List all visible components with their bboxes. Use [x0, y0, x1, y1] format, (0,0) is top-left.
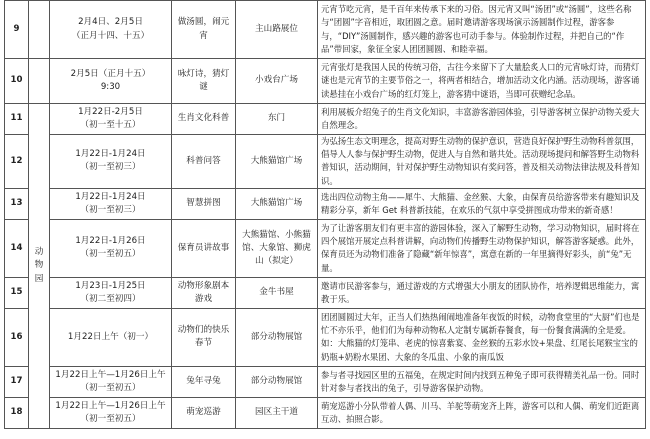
- table-row: [5, 188, 646, 219]
- row-number: 9: [5, 1, 29, 59]
- table-row: [5, 104, 646, 135]
- description-cell: 为了让游客朋友们有更丰富的游园体验，深入了解野生动物，学习动物知识，届时将在四个展馆开展定点科普讲解，向动物们传播野生动物保护知识，解答游客疑惑。此外，保育员还为动物们准备了隐藏“新年惊喜”，寓意在新的一年里摘得好彩头，前“兔”无量。: [318, 219, 646, 277]
- description-cell: 元宵张灯是我国人民的传统习俗，古往今来留下了大量脍炙人口的元宵咏灯诗，而猜灯谜也是元宵节的主要节俗之一，将两者相结合，增加活动文化内涵。活动现场，游客诵读悬挂在小戏台广场的红灯笼上，游客猜中谜语，当即可获赠纪念品。: [318, 59, 646, 104]
- table-row: [5, 219, 646, 277]
- row-number: 15: [5, 277, 29, 308]
- activity-name-cell: 动物们的快乐春节: [172, 308, 236, 366]
- date-cell: 1月22日-1月24日 （初一至初三）: [50, 188, 172, 219]
- date-cell: 1月23日-1月25日 （初二至初四）: [50, 277, 172, 308]
- location-cell: 园区主干道: [236, 397, 318, 428]
- table-row: [5, 308, 646, 366]
- venue-blank-cell: [29, 59, 50, 104]
- activity-name-cell: 科普问答: [172, 135, 236, 189]
- row-number: 13: [5, 188, 29, 219]
- location-cell: 小戏台广场: [236, 59, 318, 104]
- row-number: 11: [5, 104, 29, 135]
- description-cell: 邀请市民游客参与，通过游戏的方式增强大小朋友的团队协作，培养逻辑思维能力，寓教于乐。: [318, 277, 646, 308]
- location-cell: 主山路展位: [236, 1, 318, 59]
- description-cell: 元宵节吃元宵，是千百年来传承下来的习俗。因元宵又叫“汤团”或“汤圆”，这些名称与“团圆”字音相近，取团圆之意。届时邀请游客现场演示汤圆制作过程，游客参与，“DIY”汤圆制作，感兴趣的游客也可动手参与。体验制作过程，并把自己的“作品”带回家，象征全家人团团圆圆、和睦幸福。: [318, 1, 646, 59]
- description-cell: 利用展板介绍兔子的生肖文化知识，丰富游客游园体验，引导游客树立保护动物关爱大自然理念。: [318, 104, 646, 135]
- location-cell: 部分动物展馆: [236, 308, 318, 366]
- date-cell: 1月22日-1月26日 （初一至初五）: [50, 219, 172, 277]
- location-cell: 金牛书屋: [236, 277, 318, 308]
- date-cell: 1月22日上午—1月26日上午 （初一至初五）: [50, 397, 172, 428]
- activity-name-cell: 生肖文化科普: [172, 104, 236, 135]
- row-number: 17: [5, 366, 29, 397]
- table-row: [5, 59, 646, 104]
- activity-name-cell: 动物形象剧本游戏: [172, 277, 236, 308]
- date-cell: 1月22日上午（初一）: [50, 308, 172, 366]
- date-cell: 1月22日-1月24日 （初一至初三）: [50, 135, 172, 189]
- location-cell: 大熊猫馆、小熊猫馆、大象馆、狮虎山（拟定）: [236, 219, 318, 277]
- location-cell: 大熊猫馆广场: [236, 188, 318, 219]
- date-cell: 2月4日、2月5日 （正月十四、十五）: [50, 1, 172, 59]
- description-cell: 为弘扬生态文明理念，提高对野生动物的保护意识，营造良好保护野生动物科普氛围，倡导人人参与保护野生动物，促进人与自然和谐共处。活动现场提问和解答野生动物科普知识，活动期间，针对保护野生动物知识有奖问答，普及相关动物法律法规及科普知识。: [318, 135, 646, 189]
- location-cell: 部分动物展馆: [236, 366, 318, 397]
- venue-label: 动物园: [34, 247, 44, 284]
- schedule-table: [4, 0, 646, 429]
- activity-name-cell: 咏灯诗，猜灯谜: [172, 59, 236, 104]
- description-cell: 萌宠巡游小分队带着人偶、川马、羊驼等萌宠齐上阵，游客可以和人偶、萌宠们近距离互动、拍照合影。: [318, 397, 646, 428]
- activity-name-cell: 做汤圆，闹元宵: [172, 1, 236, 59]
- row-number: 16: [5, 308, 29, 366]
- description-cell: 团团圆圆过大年，正当人们热热闹闹地准备年夜饭的时候，动物食堂里的“大厨”们也是忙不亦乐乎，他们们为每种动物私人定制专属新春餐食，每一份餐食满满的全是爱。如：大熊猫的灯笼串、老虎的惊喜紫宴、金丝猴的五彩水饺+果盘、红尾长尾猴宝宝的奶瓶+奶粉水果团、大象的冬瓜盅、小象的南瓜饭: [318, 308, 646, 366]
- table-row: [5, 277, 646, 308]
- row-number: 12: [5, 135, 29, 189]
- location-cell: 东门: [236, 104, 318, 135]
- venue-cell: [29, 104, 50, 429]
- row-number: 18: [5, 397, 29, 428]
- location-cell: 大熊猫馆广场: [236, 135, 318, 189]
- table-row: [5, 1, 646, 59]
- row-number: 10: [5, 59, 29, 104]
- table-row: [5, 366, 646, 397]
- venue-blank-cell: [29, 1, 50, 59]
- date-cell: 1月22日上午—1月26日上午 （初一至初五）: [50, 366, 172, 397]
- activity-name-cell: 兔年寻兔: [172, 366, 236, 397]
- date-cell: 2月5日（正月十五） 9:30: [50, 59, 172, 104]
- activity-name-cell: 智慧拼图: [172, 188, 236, 219]
- row-number: 14: [5, 219, 29, 277]
- activity-name-cell: 保育员讲故事: [172, 219, 236, 277]
- description-cell: 参与者寻找园区里的五福兔，在规定时间内找到五种兔子即可获得精美礼品一份。同时针对参与者找出的兔子，引导游客保护动物。: [318, 366, 646, 397]
- table-row: [5, 397, 646, 428]
- table-row: [5, 135, 646, 189]
- activity-name-cell: 萌宠巡游: [172, 397, 236, 428]
- description-cell: 选出四位动物主角——犀牛、大熊猫、金丝猴、大象，由保育员给游客带来有趣知识及精彩分享，新年 Get 科普新技能，在欢乐的气氛中享受拼图成功带来的新奇感！: [318, 188, 646, 219]
- date-cell: 1月22日-2月5日 （初一至十五）: [50, 104, 172, 135]
